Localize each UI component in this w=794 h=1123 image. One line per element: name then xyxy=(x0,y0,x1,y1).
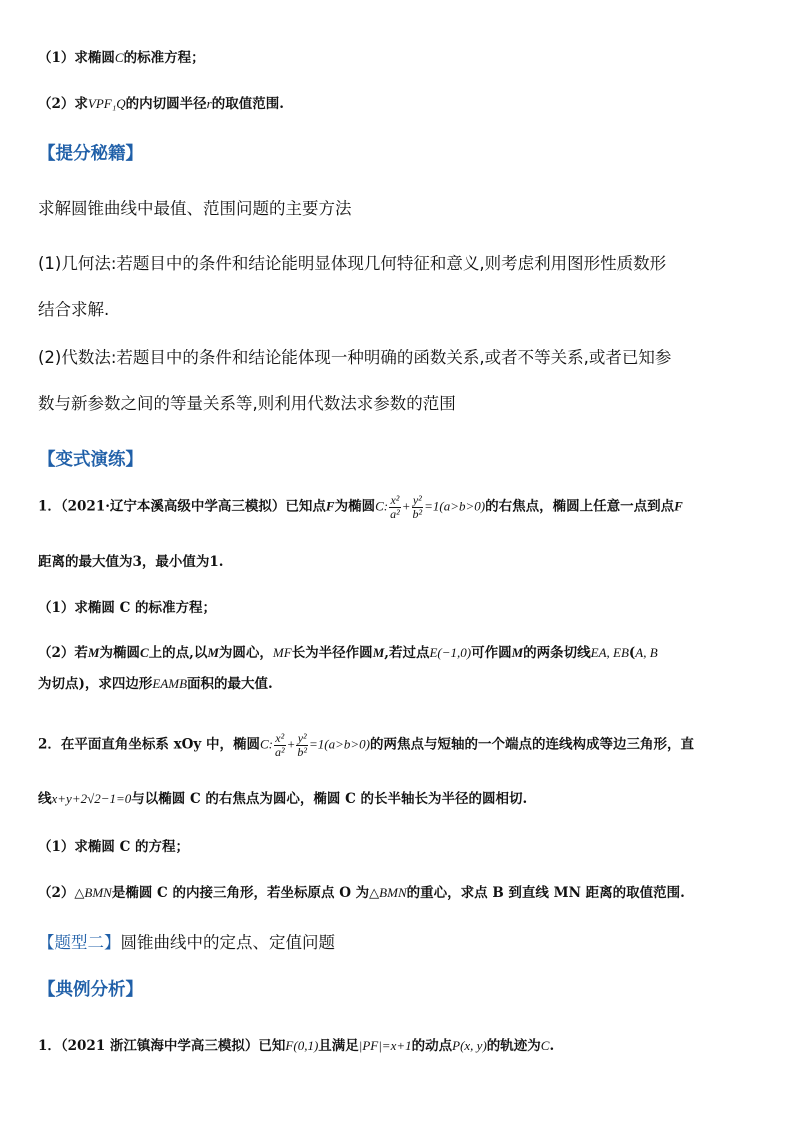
section-heading-tips: 【提分秘籍】 xyxy=(38,144,143,164)
section-heading-practice: 【变式演练】 xyxy=(38,450,143,470)
question-1-part1: （1）求椭圆 C 的标准方程； xyxy=(38,600,217,616)
fraction-x2-a2: $\frac{\text{x²}}{\text{a²}}$ xyxy=(390,493,400,521)
subquestion-2: （2）求VPF₁Q的内切圆半径r的取值范围. xyxy=(38,96,284,112)
paragraph-methods-intro: 求解圆锥曲线中最值、范围问题的主要方法 xyxy=(38,199,352,218)
question-2-line2: 线x+y+2√2−1=0与以椭圆 C 的右焦点为圆心，椭圆 C 的长半轴长为半径的圆相切. xyxy=(38,791,528,807)
question-1-part2-line1: （2）若M为椭圆C上的点,以M为圆心，MF长为半径作圆M,若过点E(−1,0)可作圆M的两条切线EA, EB(A, B xyxy=(38,645,658,661)
question-1-line2: 距离的最大值为3，最小值为1. xyxy=(38,554,224,570)
paragraph-geometry-line2: 结合求解. xyxy=(38,300,110,319)
question-2-line1: 2．在平面直角坐标系 xOy 中，椭圆C: $\frac{\text{x²}}{\text{a²}}$ + $\frac{\text{y²}}{\text{b²}}$ =1(a>b>0)的两焦点与短轴的一个端点的连线构成等边三角形，直 xyxy=(38,731,694,759)
paragraph-algebra-line2: 数与新参数之间的等量关系等,则利用代数法求参数的范围 xyxy=(38,394,456,413)
question-1-part2-line2: 为切点)，求四边形EAMB面积的最大值. xyxy=(38,676,273,692)
fraction-y2-b2: $\frac{\text{y²}}{\text{b²}}$ xyxy=(297,731,307,759)
fraction-x2-a2: $\frac{\text{x²}}{\text{a²}}$ xyxy=(274,731,285,759)
section-heading-example: 【典例分析】 xyxy=(38,980,143,1000)
section-heading-type2: 【题型二】圆锥曲线中的定点、定值问题 xyxy=(38,933,335,952)
paragraph-algebra-line1: (2)代数法:若题目中的条件和结论能体现一种明确的函数关系,或者不等关系,或者已知参 xyxy=(38,348,672,367)
question-2-part1: （1）求椭圆 C 的方程； xyxy=(38,839,190,855)
example-1-line1: 1．（2021 浙江镇海中学高三模拟）已知F(0,1)且满足|PF|=x+1的动点P(x, y)的轨迹为C. xyxy=(38,1038,555,1054)
question-2-part2: （2）△BMN是椭圆 C 的内接三角形，若坐标原点 O 为△BMN的重心，求点 B 到直线 MN 距离的取值范围. xyxy=(38,885,685,901)
subquestion-1: （1）求椭圆C的标准方程； xyxy=(38,50,205,66)
question-1-line1: 1．（2021·辽宁本溪高级中学高三模拟）已知点F为椭圆C: $\frac{\text{x²}}{\text{a²}}$ + $\frac{\text{y²}}{\text{b²}}$ =1(a>b>0)的右焦点，椭圆上任意一点到点F xyxy=(38,493,683,521)
paragraph-geometry-line1: (1)几何法:若题目中的条件和结论能明显体现几何特征和意义,则考虑利用图形性质数形 xyxy=(38,254,667,273)
fraction-y2-b2: $\frac{\text{y²}}{\text{b²}}$ xyxy=(412,493,423,521)
